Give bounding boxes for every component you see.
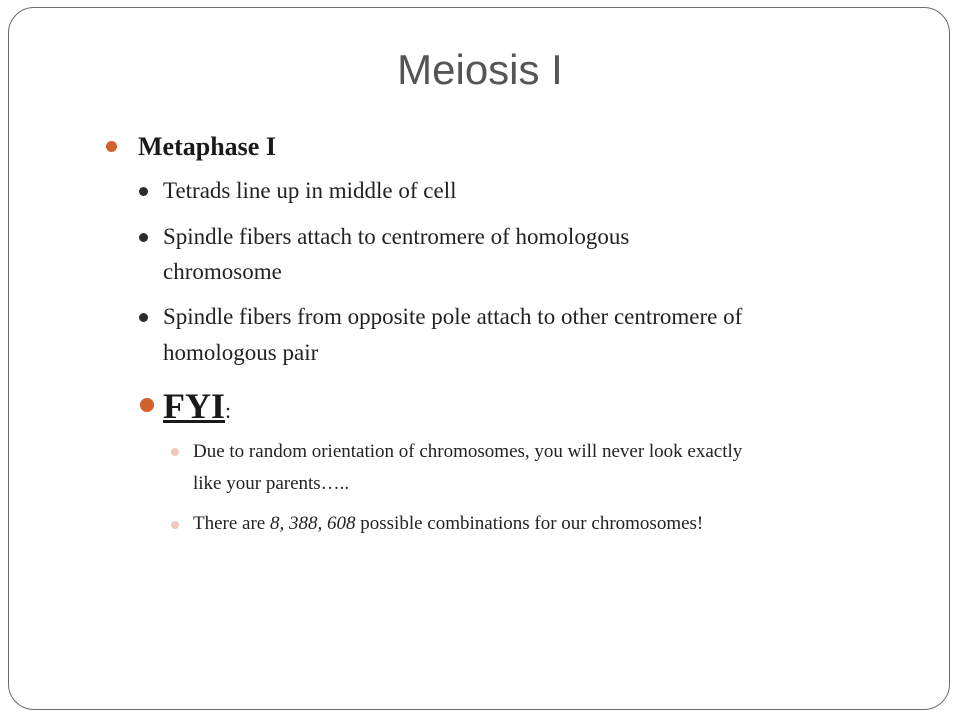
bullet-text: Spindle fibers from opposite pole attach to other centromere of	[163, 304, 743, 329]
fyi-colon: :	[225, 398, 232, 423]
bullet-text: Spindle fibers attach to centromere of homologous	[163, 224, 630, 249]
fyi-note-continued: like your parents…..	[193, 473, 350, 494]
slide-title: Meiosis I	[397, 46, 563, 93]
fyi-note-pre: There are	[193, 513, 270, 534]
bullet-dot	[106, 141, 117, 152]
bullet-dot	[171, 521, 179, 529]
fyi-note-post: possible combinations for our chromosomes!	[355, 513, 704, 534]
bullet-text-continued: chromosome	[163, 259, 282, 284]
bullet-dot	[171, 448, 179, 456]
fyi-note	[193, 509, 703, 539]
fyi-note: Due to random orientation of chromosomes, you will never look exactly	[193, 441, 743, 462]
bullet-text-continued: homologous pair	[163, 340, 319, 365]
section-heading: Metaphase I	[138, 132, 276, 161]
bullet-dot	[140, 398, 154, 412]
combinations-number: 8, 388, 608	[270, 513, 356, 534]
fyi-label: FYI	[163, 386, 225, 426]
bullet-text: Tetrads line up in middle of cell	[163, 178, 457, 203]
fyi-heading	[163, 384, 231, 436]
bullet-dot	[139, 233, 148, 242]
bullet-dot	[139, 313, 148, 322]
slide-frame	[8, 7, 950, 710]
bullet-dot	[139, 187, 148, 196]
